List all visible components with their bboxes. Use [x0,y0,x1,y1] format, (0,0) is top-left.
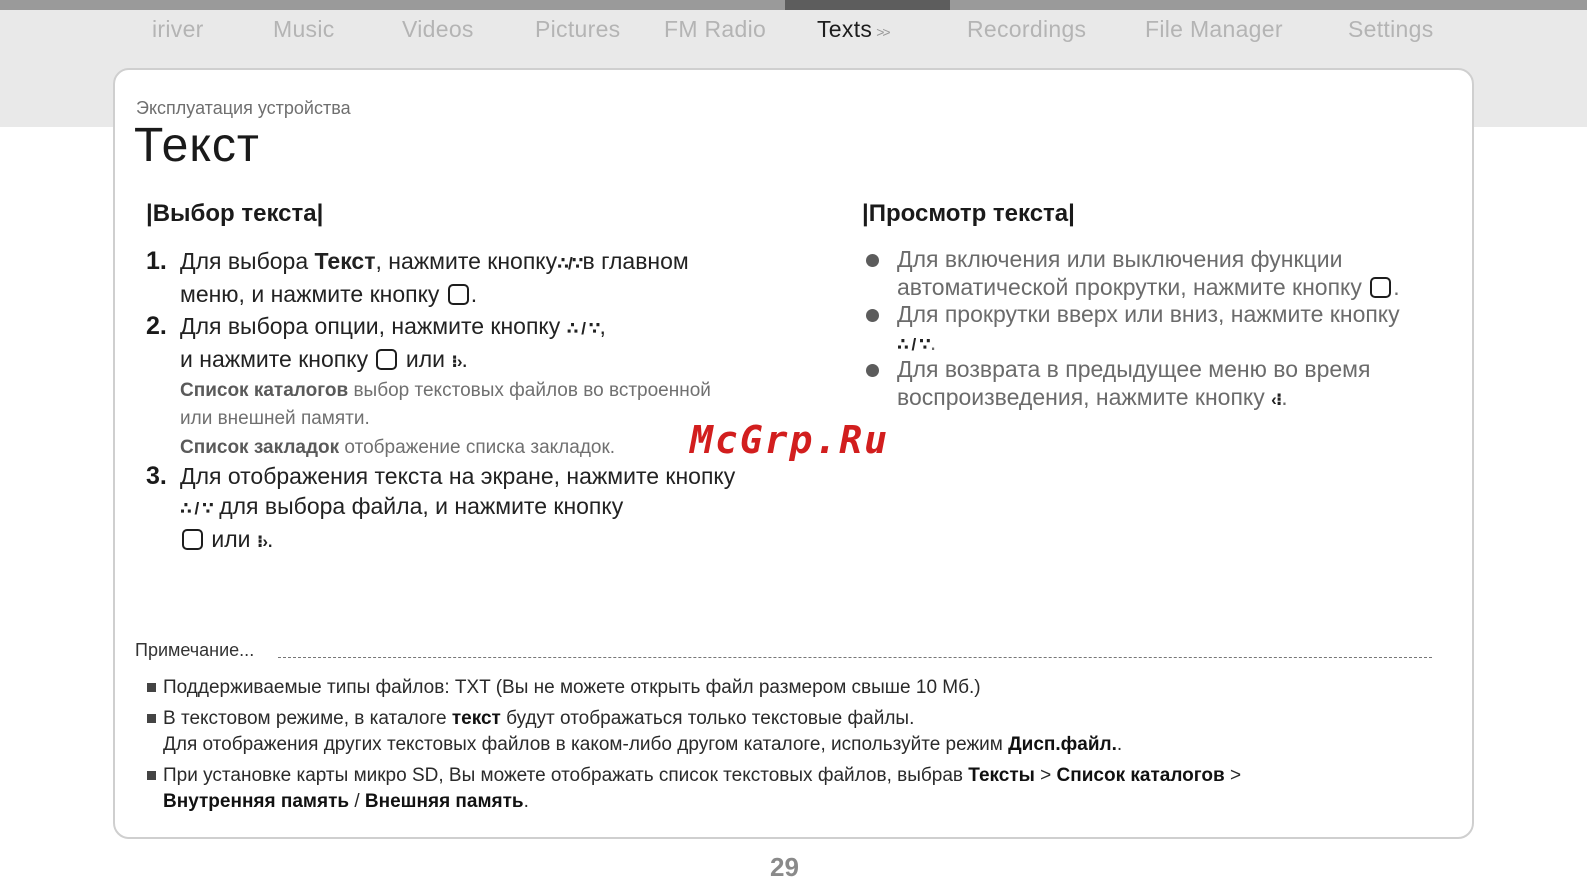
page-number: 29 [770,852,799,882]
note-item-3: При установке карты микро SD, Вы можете отображать список текстовых файлов, выбрав Тексты > Список каталогов > Внутренняя память / Внешняя память. [147,763,1437,817]
heading-view-text-label: Просмотр текста [868,200,1069,227]
ok-button-icon [182,529,203,550]
ok-button-icon [448,284,469,305]
nav-tab-fm-radio[interactable]: FM Radio [664,16,767,42]
nav-tab-music[interactable]: Music [273,16,335,42]
note-bullet [147,714,156,723]
ok-button-icon [376,349,397,370]
option-catalog-list: Список каталогов выбор текстовых файлов во встроенной или внешней памяти. [180,380,711,429]
bullet-back: Для возврата в предыдущее меню во время воспроизведения, нажмите кнопку ‹⁝. [866,355,1446,411]
bullet-scroll: Для прокрутки вверх или вниз, нажмите кнопку ∴ / ∵. [866,300,1446,356]
bullet-dot [866,309,879,322]
note-label: Примечание... [135,640,255,660]
bullet-autoscroll: Для включения или выключения функции автоматической прокрутки, нажмите кнопку . [866,245,1446,301]
right-arrow-button-icon: ⁝› [451,352,462,371]
option-bookmark-list: Список закладок отображение списка закладок. [180,437,616,458]
heading-select-text-label: Выбор текста [152,200,317,227]
double-chevron-icon: >> [876,24,889,40]
section-label: Эксплуатация устройства [136,98,351,118]
step-number: 2. [146,312,167,340]
nav-tab-videos[interactable]: Videos [402,16,474,42]
note-item-2: В текстовом режиме, в каталоге текст будут отображаться только текстовые файлы. Для отображения других текстовых файлов в каком-либо другом каталоге, используйте режим Дисп.файл.. [147,706,1437,760]
right-arrow-button-icon: ⁝› [256,532,268,551]
nav-tab-texts-label: Texts [817,16,873,42]
nav-tab-pictures[interactable]: Pictures [535,16,621,42]
heading-view-text: |Просмотр текста| [862,200,1075,227]
watermark: McGrp.Ru [690,418,890,462]
step-number: 1. [146,247,167,275]
note-item-1: Поддерживаемые типы файлов: TXT (Вы не можете открыть файл размером свыше 10 Мб.) [147,675,1437,703]
up-down-buttons-icon: ∴ / ∵ [566,319,600,338]
up-down-buttons-icon: ∴ / ∵ [180,499,213,518]
nav-tab-file-manager[interactable]: File Manager [1145,16,1283,42]
step-1: 1. Для выбора Текст, нажмите кнопку∴/∵в главном меню, и нажмите кнопку . [146,247,689,307]
left-arrow-button-icon: ‹⁝ [1271,390,1282,409]
up-down-buttons-icon: ∴ / ∵ [897,335,930,354]
nav-tab-texts[interactable] [817,16,889,43]
heading-select-text: |Выбор текста| [146,200,324,227]
nav-tab-settings[interactable]: Settings [1348,16,1434,42]
nav-tab-recordings[interactable]: Recordings [967,16,1087,42]
bullet-dot [866,364,879,377]
ok-button-icon [1370,277,1391,298]
active-tab-indicator [785,0,950,10]
up-down-buttons-icon: ∴/∵ [557,254,583,273]
note-divider [278,657,1432,658]
main-nav [0,16,1587,56]
step-number: 3. [146,462,167,490]
nav-tab-iriver[interactable]: iriver [152,16,204,42]
page-title: Текст [134,119,260,172]
note-bullet [147,683,156,692]
note-bullet [147,771,156,780]
step-2: 2. Для выбора опции, нажмите кнопку ∴ / ∵, и нажмите кнопку или ⁝›. [146,312,606,372]
bullet-dot [866,254,879,267]
step-3: 3. Для отображения текста на экране, нажмите кнопку ∴ / ∵ для выбора файла, и нажмите кнопку или ⁝›. [146,462,736,552]
